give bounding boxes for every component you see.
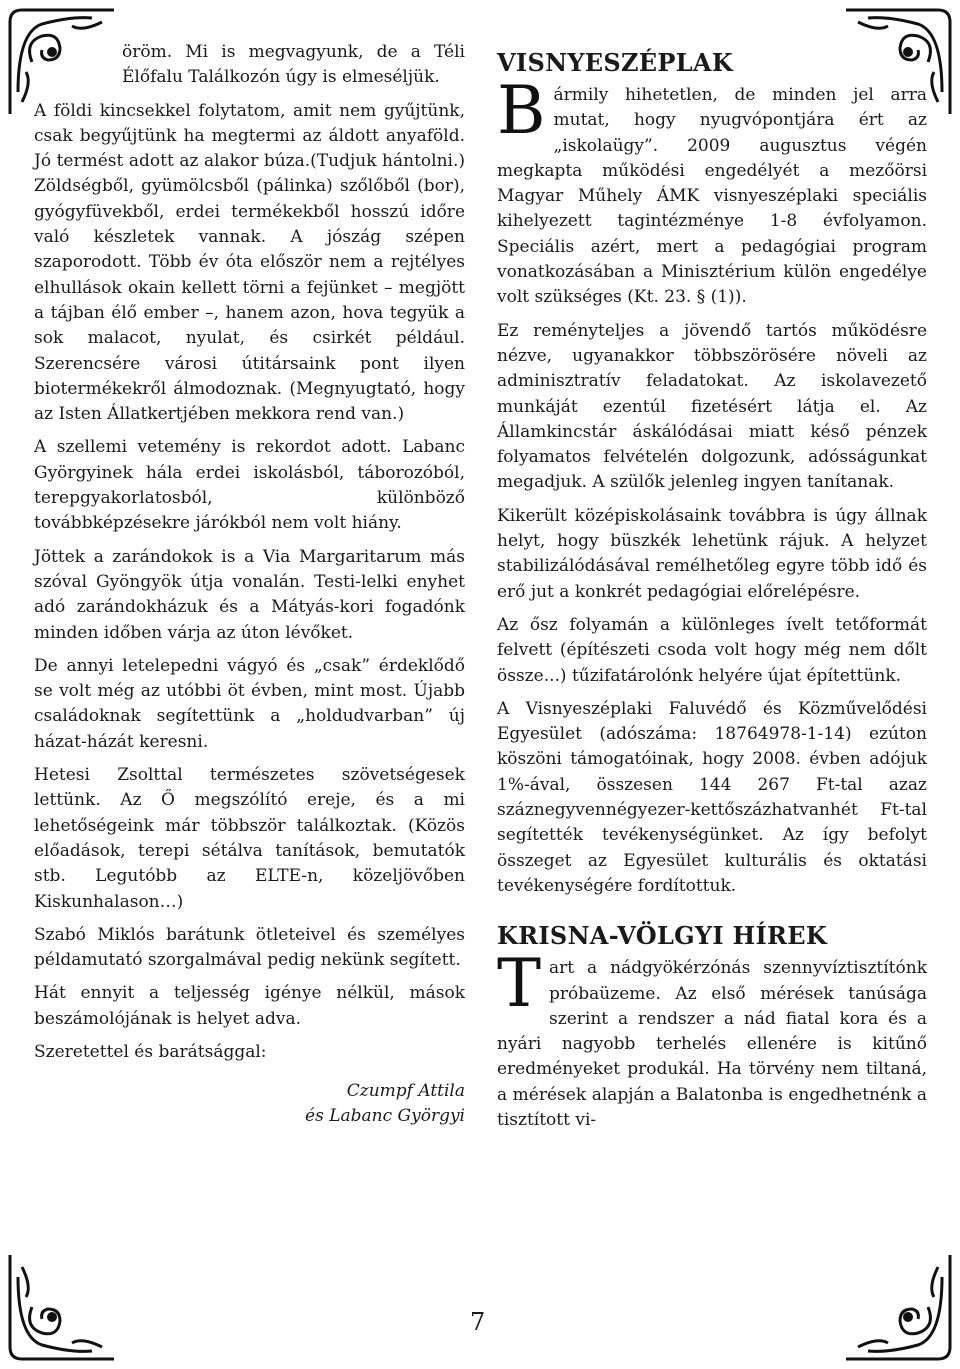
right-column — [497, 40, 927, 1133]
paragraph: Ez reményteljes a jövendő tartós működésre nézve, ugyanakkor többszörösére növeli az adminisztratív feladatokat. Az iskolavezető munkáját ezentúl fizetésért látja el. Az Államkincstár áskálódásai miatt késő pénzek folyamatos felvételén dolgozunk, adósságunkat megadjuk. A szülők jelenleg ingyen tanítanak. — [497, 320, 927, 493]
paragraph: Hetesi Zsolttal természetes szövetségesek lettünk. Az Ő megszólító ereje, és a mi lehetőségeink már többször találkoztak. (Közös előadások, terepi sétálva tanítások, bemutatók stb. Legutóbb az ELTE-n, közeljövőben Kiskunhalason…) — [34, 765, 465, 912]
paragraph: A földi kincsekkel folytatom, amit nem gyűjtünk, csak begyűjtünk ha megtermi az áldott anyaföld. Jó termést adott az alakor búza.(Tudjuk hántolni.) Zöldségből, gyümölcsből (pálinka) szőlőből (bor), gyógyfüvekből, erdei termékekből hosszú időre való készletek vannak. A jószág szépen szaporodott. Több év óta először nem a rejtélyes elhullások okain kellett törni a fejünket – megjött a tájban élő ember –, hanem azon, hova tegyük a sok malacot, nyulat, és csirkét például. Szerencsére városi útitársaink pont ilyen biotermékekről álmodoznak. (Megnyugtató, hogy az Isten Állatkertjében mekkora rend van.) — [34, 100, 465, 425]
paragraph: Szabó Miklós barátunk ötleteivel és személyes példamutató szorgalmával pedig nekünk segített. — [34, 924, 465, 971]
ornament-icon — [2, 1247, 122, 1367]
paragraph: De annyi letelepedni vágyó és „csak” érdeklődő se volt még az utóbbi öt évben, mint most. Újabb családoknak segítettünk a „holdudvarban” új házat-házát keresni. — [34, 655, 465, 752]
left-column — [34, 40, 465, 1129]
paragraph: Hát ennyit a teljesség igénye nélkül, mások beszámolójának is helyet adva. — [34, 983, 465, 1029]
drop-cap: B — [497, 72, 546, 149]
drop-cap: T — [497, 945, 542, 1023]
closing-line: Szeretettel és barátsággal: — [34, 1041, 267, 1062]
paragraph-text: art a nádgyökérzónás szennyvíztisztítónk próbaüzeme. Az első mérések tanúsága szerint a rendszer a nád fiatal kora és a nyári nagyobb terhelés ellenére is kitűnő eredményeket produkál. Ha törvény nem tiltaná, a mérések alapján a Balatonba is engedhetnénk a tisztított vi- — [497, 958, 927, 1130]
intro-paragraph: öröm. Mi is megvagyunk, de a Téli Élőfalu Találkozón úgy is elmeséljük. — [122, 42, 465, 88]
signature-name: Czumpf Attila — [346, 1081, 465, 1102]
signature — [34, 1079, 465, 1129]
page-number: 7 — [470, 1308, 486, 1336]
section-heading: KRISNA-VÖLGYI HÍREK — [497, 921, 828, 951]
paragraph: A Visnyeszéplaki Faluvédő és Közművelődési Egyesület (adószáma: 18764978-1-14) ezúton köszöni támogatóinak, hogy 2008. évben adójuk 1%-ával, összesen 144 267 Ft-tal azaz száznegyvennégyezer-kettőszázhatvanhét Ft-tal segítették tevékenységünket. Az így befolyt összeget az Egyesület kulturális és oktatási tevékenységére fordítottuk. — [497, 698, 927, 896]
ornament-icon — [838, 1247, 958, 1367]
paragraph: Az ősz folyamán a különleges ívelt tetőformát felvett (építészeti csoda volt hogy még nem dőlt össze...) tűzifatárolónk helyére újat építettünk. — [497, 614, 927, 686]
paragraph — [497, 945, 927, 1133]
signature-name: és Labanc Györgyi — [305, 1106, 465, 1127]
paragraph: Jöttek a zarándokok is a Via Margaritarum más szóval Gyöngyök útja vonalán. Testi-lelki enyhet adó zarándokházuk és a Mátyás-kori fogadónk minden időben várja az úton lévőket. — [34, 546, 465, 643]
paragraph: A szellemi vetemény is rekordot adott. Labanc Györgyinek hála erdei iskolásból, táborozóból, terepgyakorlatosból, különböző továbbképzésekre járókból nem volt hiány. — [34, 437, 465, 534]
paragraph-text: ármily hihetetlen, de minden jel arra mutat, hogy nyugvópontjára ért az „iskolaügy”. 2009 augusztus végén megkapta működési engedélyét a mezőörsi Magyar Műhely ÁMK visnyeszéplaki speciális kihelyezett tagintézménye 1-8 évfolyamon. Speciális azért, mert a pedagógiai program vonatkozásában a Minisztérium külön engedélye volt szükséges (Kt. 23. § (1)). — [497, 85, 927, 308]
section-heading: VISNYESZÉPLAK — [497, 48, 733, 77]
paragraph: Kikerült középiskolásaink továbbra is úgy állnak helyt, hogy büszkék lehetünk rájuk. A helyzet stabilizálódásával remélhetőleg egyre több idő és erő jut a konkrét pedagógiai előrelépésre. — [497, 505, 927, 602]
corner-ornament-bottom-left — [2, 1247, 122, 1367]
paragraph — [497, 72, 927, 311]
corner-ornament-bottom-right — [838, 1247, 958, 1367]
